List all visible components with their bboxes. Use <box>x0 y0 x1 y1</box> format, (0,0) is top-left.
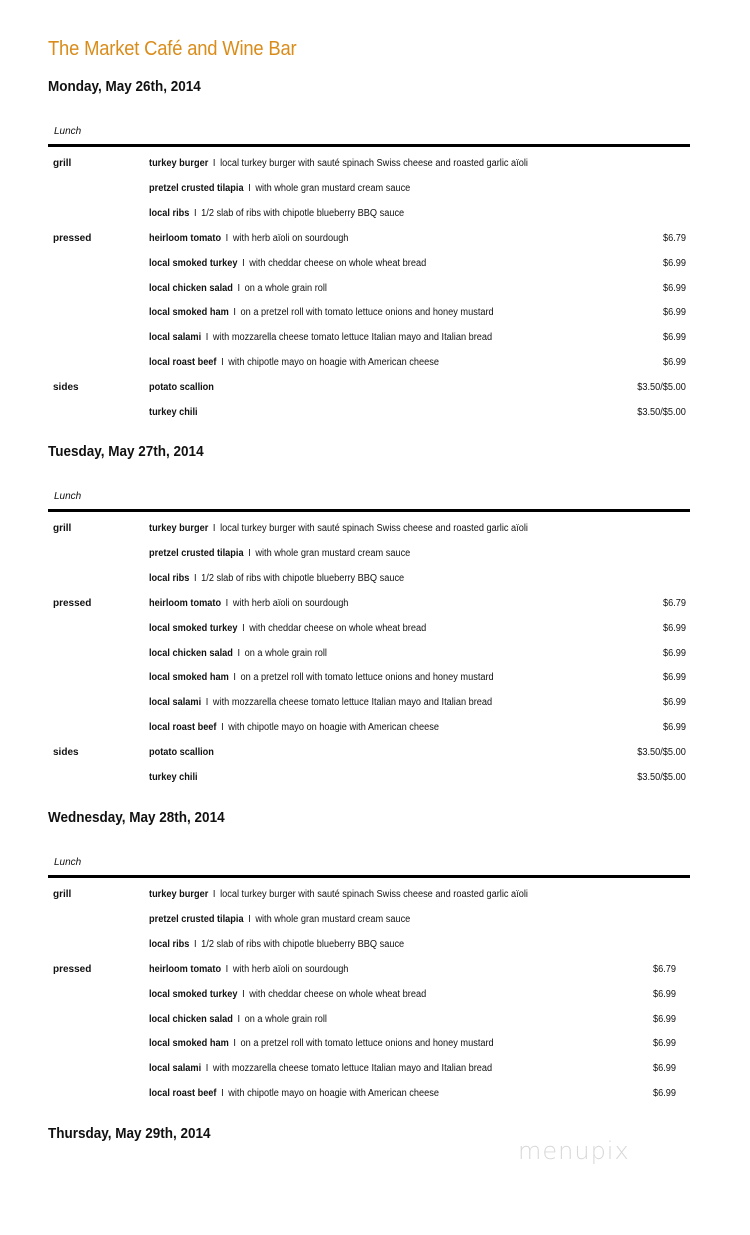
menu-item-name: pretzel crusted tilapia <box>149 182 244 194</box>
menu-item-description: with herb aïoli on sourdough <box>232 597 349 609</box>
day-heading: Monday, May 26th, 2014 <box>48 78 201 95</box>
menu-item <box>149 964 348 975</box>
menu-item-description: with chipotle mayo on hoagie with American cheese <box>228 357 439 369</box>
separator: I <box>193 207 197 219</box>
menu-item-description: with cheddar cheese on whole wheat bread <box>249 622 427 634</box>
menu-row <box>48 283 690 308</box>
menu-item <box>149 672 494 683</box>
menu-category: pressed <box>53 232 92 244</box>
section-divider <box>48 509 690 512</box>
menu-item-price: $6.99 <box>652 988 676 1000</box>
menu-item <box>149 1063 492 1074</box>
menu-item-name: local ribs <box>149 207 190 219</box>
separator: I <box>212 889 216 900</box>
menu-row <box>48 548 690 573</box>
menu-item-description: with whole gran mustard cream sauce <box>255 182 411 194</box>
menu-category: grill <box>53 158 72 169</box>
menu-item-price: $6.99 <box>652 1063 676 1075</box>
menu-item-name: local salami <box>149 1063 202 1075</box>
menu-row <box>48 623 690 648</box>
meal-label: Lunch <box>54 857 82 868</box>
day-heading: Tuesday, May 27th, 2014 <box>48 443 204 460</box>
separator: I <box>233 1038 236 1050</box>
page-title: The Market Café and Wine Bar <box>48 38 297 60</box>
menu-item-price: $6.99 <box>652 1038 676 1050</box>
menu-item-description: with mozzarella cheese tomato lettuce Italian mayo and Italian bread <box>212 697 493 709</box>
menu-item-price: $6.99 <box>662 672 686 684</box>
menu-item-description: on a pretzel roll with tomato lettuce onions and honey mustard <box>240 307 494 319</box>
separator: I <box>221 357 224 369</box>
menu-category: grill <box>53 523 72 534</box>
separator: I <box>225 232 229 244</box>
menu-item-name: local salami <box>149 332 202 344</box>
separator: I <box>248 913 251 925</box>
separator: I <box>242 988 245 1000</box>
menu-item-name: local salami <box>149 697 202 709</box>
menu-item <box>149 382 214 393</box>
menu-row <box>48 889 690 914</box>
menu-item-description: with chipotle mayo on hoagie with American cheese <box>228 1088 439 1100</box>
menu-item-name: local smoked turkey <box>149 622 238 634</box>
menu-item-price: $6.99 <box>652 1088 676 1100</box>
menu-item-name: potato scallion <box>149 382 214 394</box>
separator: I <box>237 647 241 659</box>
menu-item <box>149 283 327 294</box>
menu-item-price: $6.99 <box>652 1013 676 1025</box>
menu-item-price: $3.50/$5.00 <box>637 407 686 418</box>
menu-item-description: local turkey burger with sauté spinach Swiss cheese and roasted garlic aïoli <box>220 158 528 169</box>
menu-item-description: with herb aïoli on sourdough <box>232 963 349 975</box>
menu-row <box>48 697 690 722</box>
menu-item <box>149 1038 494 1049</box>
menu-row <box>48 523 690 548</box>
menu-item <box>149 989 426 1000</box>
menu-item-name: local chicken salad <box>149 282 233 294</box>
menu-item-name: local smoked ham <box>149 307 229 319</box>
menu-item <box>149 598 348 609</box>
menu-item-name: local smoked turkey <box>149 988 238 1000</box>
menu-item <box>149 158 528 169</box>
menu-item <box>149 722 439 733</box>
menu-row <box>48 964 690 989</box>
menu-item-name: turkey chili <box>149 772 198 783</box>
menu-item <box>149 747 214 758</box>
menu-row <box>48 1014 690 1039</box>
menu-row <box>48 939 690 964</box>
menu-row <box>48 307 690 332</box>
menu-item-description: on a pretzel roll with tomato lettuce onions and honey mustard <box>240 672 494 684</box>
menu-item-name: local smoked turkey <box>149 257 238 269</box>
separator: I <box>242 622 245 634</box>
menu-item-price: $3.50/$5.00 <box>637 382 686 394</box>
menu-item <box>149 523 528 534</box>
menu-item-name: local smoked ham <box>149 1038 229 1050</box>
day-section <box>48 443 708 783</box>
menu-row <box>48 208 690 233</box>
menu-item-name: heirloom tomato <box>149 963 222 975</box>
menu-item-price: $6.99 <box>662 257 686 269</box>
menu-item <box>149 889 528 900</box>
menu-item-description: with mozzarella cheese tomato lettuce Italian mayo and Italian bread <box>212 332 493 344</box>
separator: I <box>233 672 236 684</box>
separator: I <box>248 182 251 194</box>
menu-item-price: $3.50/$5.00 <box>637 747 686 759</box>
separator: I <box>205 697 209 709</box>
menu-row <box>48 747 690 772</box>
menu-item-description: with cheddar cheese on whole wheat bread <box>249 988 427 1000</box>
menu-item-description: with chipotle mayo on hoagie with American cheese <box>228 722 439 734</box>
menu-item-price: $6.99 <box>662 622 686 634</box>
menu-item-name: local chicken salad <box>149 647 233 659</box>
menu-item-price: $6.79 <box>662 597 686 609</box>
menu-item <box>149 233 348 244</box>
day-section <box>48 78 708 418</box>
menu-item-name: heirloom tomato <box>149 597 222 609</box>
meal-label: Lunch <box>54 491 82 502</box>
menu-item-name: pretzel crusted tilapia <box>149 547 244 559</box>
separator: I <box>193 572 197 584</box>
menu-item-description: on a whole grain roll <box>244 1013 327 1025</box>
menu-item <box>149 1014 327 1025</box>
menu-row <box>48 989 690 1014</box>
menu-item-description: 1/2 slab of ribs with chipotle blueberry BBQ sauce <box>201 207 405 219</box>
menu-item <box>149 1088 439 1099</box>
menu-item-description: 1/2 slab of ribs with chipotle blueberry BBQ sauce <box>201 938 405 950</box>
menu-item <box>149 307 494 318</box>
separator: I <box>225 963 229 975</box>
menu-row <box>48 332 690 357</box>
menu-item-price: $6.99 <box>662 697 686 709</box>
menu-row <box>48 1038 690 1063</box>
section-divider <box>48 875 690 878</box>
menu-row <box>48 914 690 939</box>
menu-item-description: with whole gran mustard cream sauce <box>255 913 411 925</box>
separator: I <box>237 1013 241 1025</box>
menu-item-price: $6.99 <box>662 282 686 294</box>
menu-row <box>48 573 690 598</box>
menu-item-name: local roast beef <box>149 722 217 734</box>
menu-item <box>149 183 410 194</box>
separator: I <box>212 158 216 169</box>
separator: I <box>233 307 236 319</box>
menu-row <box>48 598 690 623</box>
menu-item-price: $6.99 <box>662 332 686 344</box>
menu-row <box>48 357 690 382</box>
menu-item <box>149 332 492 343</box>
menu-item <box>149 357 439 368</box>
menu-item-name: pretzel crusted tilapia <box>149 913 244 925</box>
menu-item-price: $6.99 <box>662 357 686 369</box>
menu-category: grill <box>53 889 72 900</box>
menu-item-name: local chicken salad <box>149 1013 233 1025</box>
menu-item-description: local turkey burger with sauté spinach Swiss cheese and roasted garlic aïoli <box>220 523 528 534</box>
menu-item <box>149 939 404 950</box>
menu-category: pressed <box>53 963 92 975</box>
menu-category: pressed <box>53 597 92 609</box>
separator: I <box>237 282 241 294</box>
menu-row <box>48 772 690 797</box>
menu-item-description: local turkey burger with sauté spinach Swiss cheese and roasted garlic aïoli <box>220 889 528 900</box>
watermark-logo: menupix <box>518 1137 630 1165</box>
menu-item-name: turkey chili <box>149 407 198 418</box>
menu-item <box>149 258 426 269</box>
separator: I <box>212 523 216 534</box>
menu-row <box>48 672 690 697</box>
menu-item-price: $6.79 <box>662 232 686 244</box>
menu-row <box>48 233 690 258</box>
separator: I <box>205 1063 209 1075</box>
menu-item-name: local ribs <box>149 572 190 584</box>
separator: I <box>205 332 209 344</box>
menu-category: sides <box>53 747 79 759</box>
menu-item-name: local ribs <box>149 938 190 950</box>
menu-row <box>48 1088 690 1113</box>
menu-item <box>149 914 410 925</box>
menu-item <box>149 548 410 559</box>
menu-item <box>149 697 492 708</box>
separator: I <box>242 257 245 269</box>
day-section <box>48 809 708 1100</box>
day-heading: Wednesday, May 28th, 2014 <box>48 809 225 826</box>
menu-row <box>48 158 690 183</box>
menu-row <box>48 183 690 208</box>
menu-item <box>149 772 198 783</box>
menu-item-price: $6.99 <box>662 647 686 659</box>
menu-item-description: on a pretzel roll with tomato lettuce onions and honey mustard <box>240 1038 494 1050</box>
menu-row <box>48 648 690 673</box>
meal-label: Lunch <box>54 126 82 137</box>
menu-item-price: $6.99 <box>662 307 686 319</box>
menu-item-description: with mozzarella cheese tomato lettuce Italian mayo and Italian bread <box>212 1063 493 1075</box>
menu-item-description: on a whole grain roll <box>244 282 327 294</box>
separator: I <box>193 938 197 950</box>
menu-item-description: on a whole grain roll <box>244 647 327 659</box>
menu-item-name: turkey burger <box>149 889 209 900</box>
menu-row <box>48 1063 690 1088</box>
menu-item-name: local roast beef <box>149 1088 217 1100</box>
menu-item-description: with cheddar cheese on whole wheat bread <box>249 257 427 269</box>
separator: I <box>221 1088 224 1100</box>
menu-item <box>149 573 404 584</box>
separator: I <box>248 547 251 559</box>
menu-item-name: potato scallion <box>149 747 214 759</box>
menu-item-name: turkey burger <box>149 158 209 169</box>
menu-item-price: $3.50/$5.00 <box>637 772 686 783</box>
menu-item <box>149 407 198 418</box>
separator: I <box>221 722 224 734</box>
menu-row <box>48 258 690 283</box>
menu-item-description: with whole gran mustard cream sauce <box>255 547 411 559</box>
menu-item <box>149 208 404 219</box>
menu-row <box>48 382 690 407</box>
menu-item-name: local smoked ham <box>149 672 229 684</box>
menu-row <box>48 722 690 747</box>
day-heading: Thursday, May 29th, 2014 <box>48 1125 211 1142</box>
menu-row <box>48 407 690 432</box>
menu-item-name: turkey burger <box>149 523 209 534</box>
menu-item-name: local roast beef <box>149 357 217 369</box>
menu-item-price: $6.99 <box>662 722 686 734</box>
menu-item-name: heirloom tomato <box>149 232 222 244</box>
menu-category: sides <box>53 382 79 394</box>
menu-item-description: with herb aïoli on sourdough <box>232 232 349 244</box>
menu-item <box>149 623 426 634</box>
section-divider <box>48 144 690 147</box>
separator: I <box>225 597 229 609</box>
menu-item-description: 1/2 slab of ribs with chipotle blueberry BBQ sauce <box>201 572 405 584</box>
menu-item <box>149 648 327 659</box>
menu-item-price: $6.79 <box>652 963 676 975</box>
